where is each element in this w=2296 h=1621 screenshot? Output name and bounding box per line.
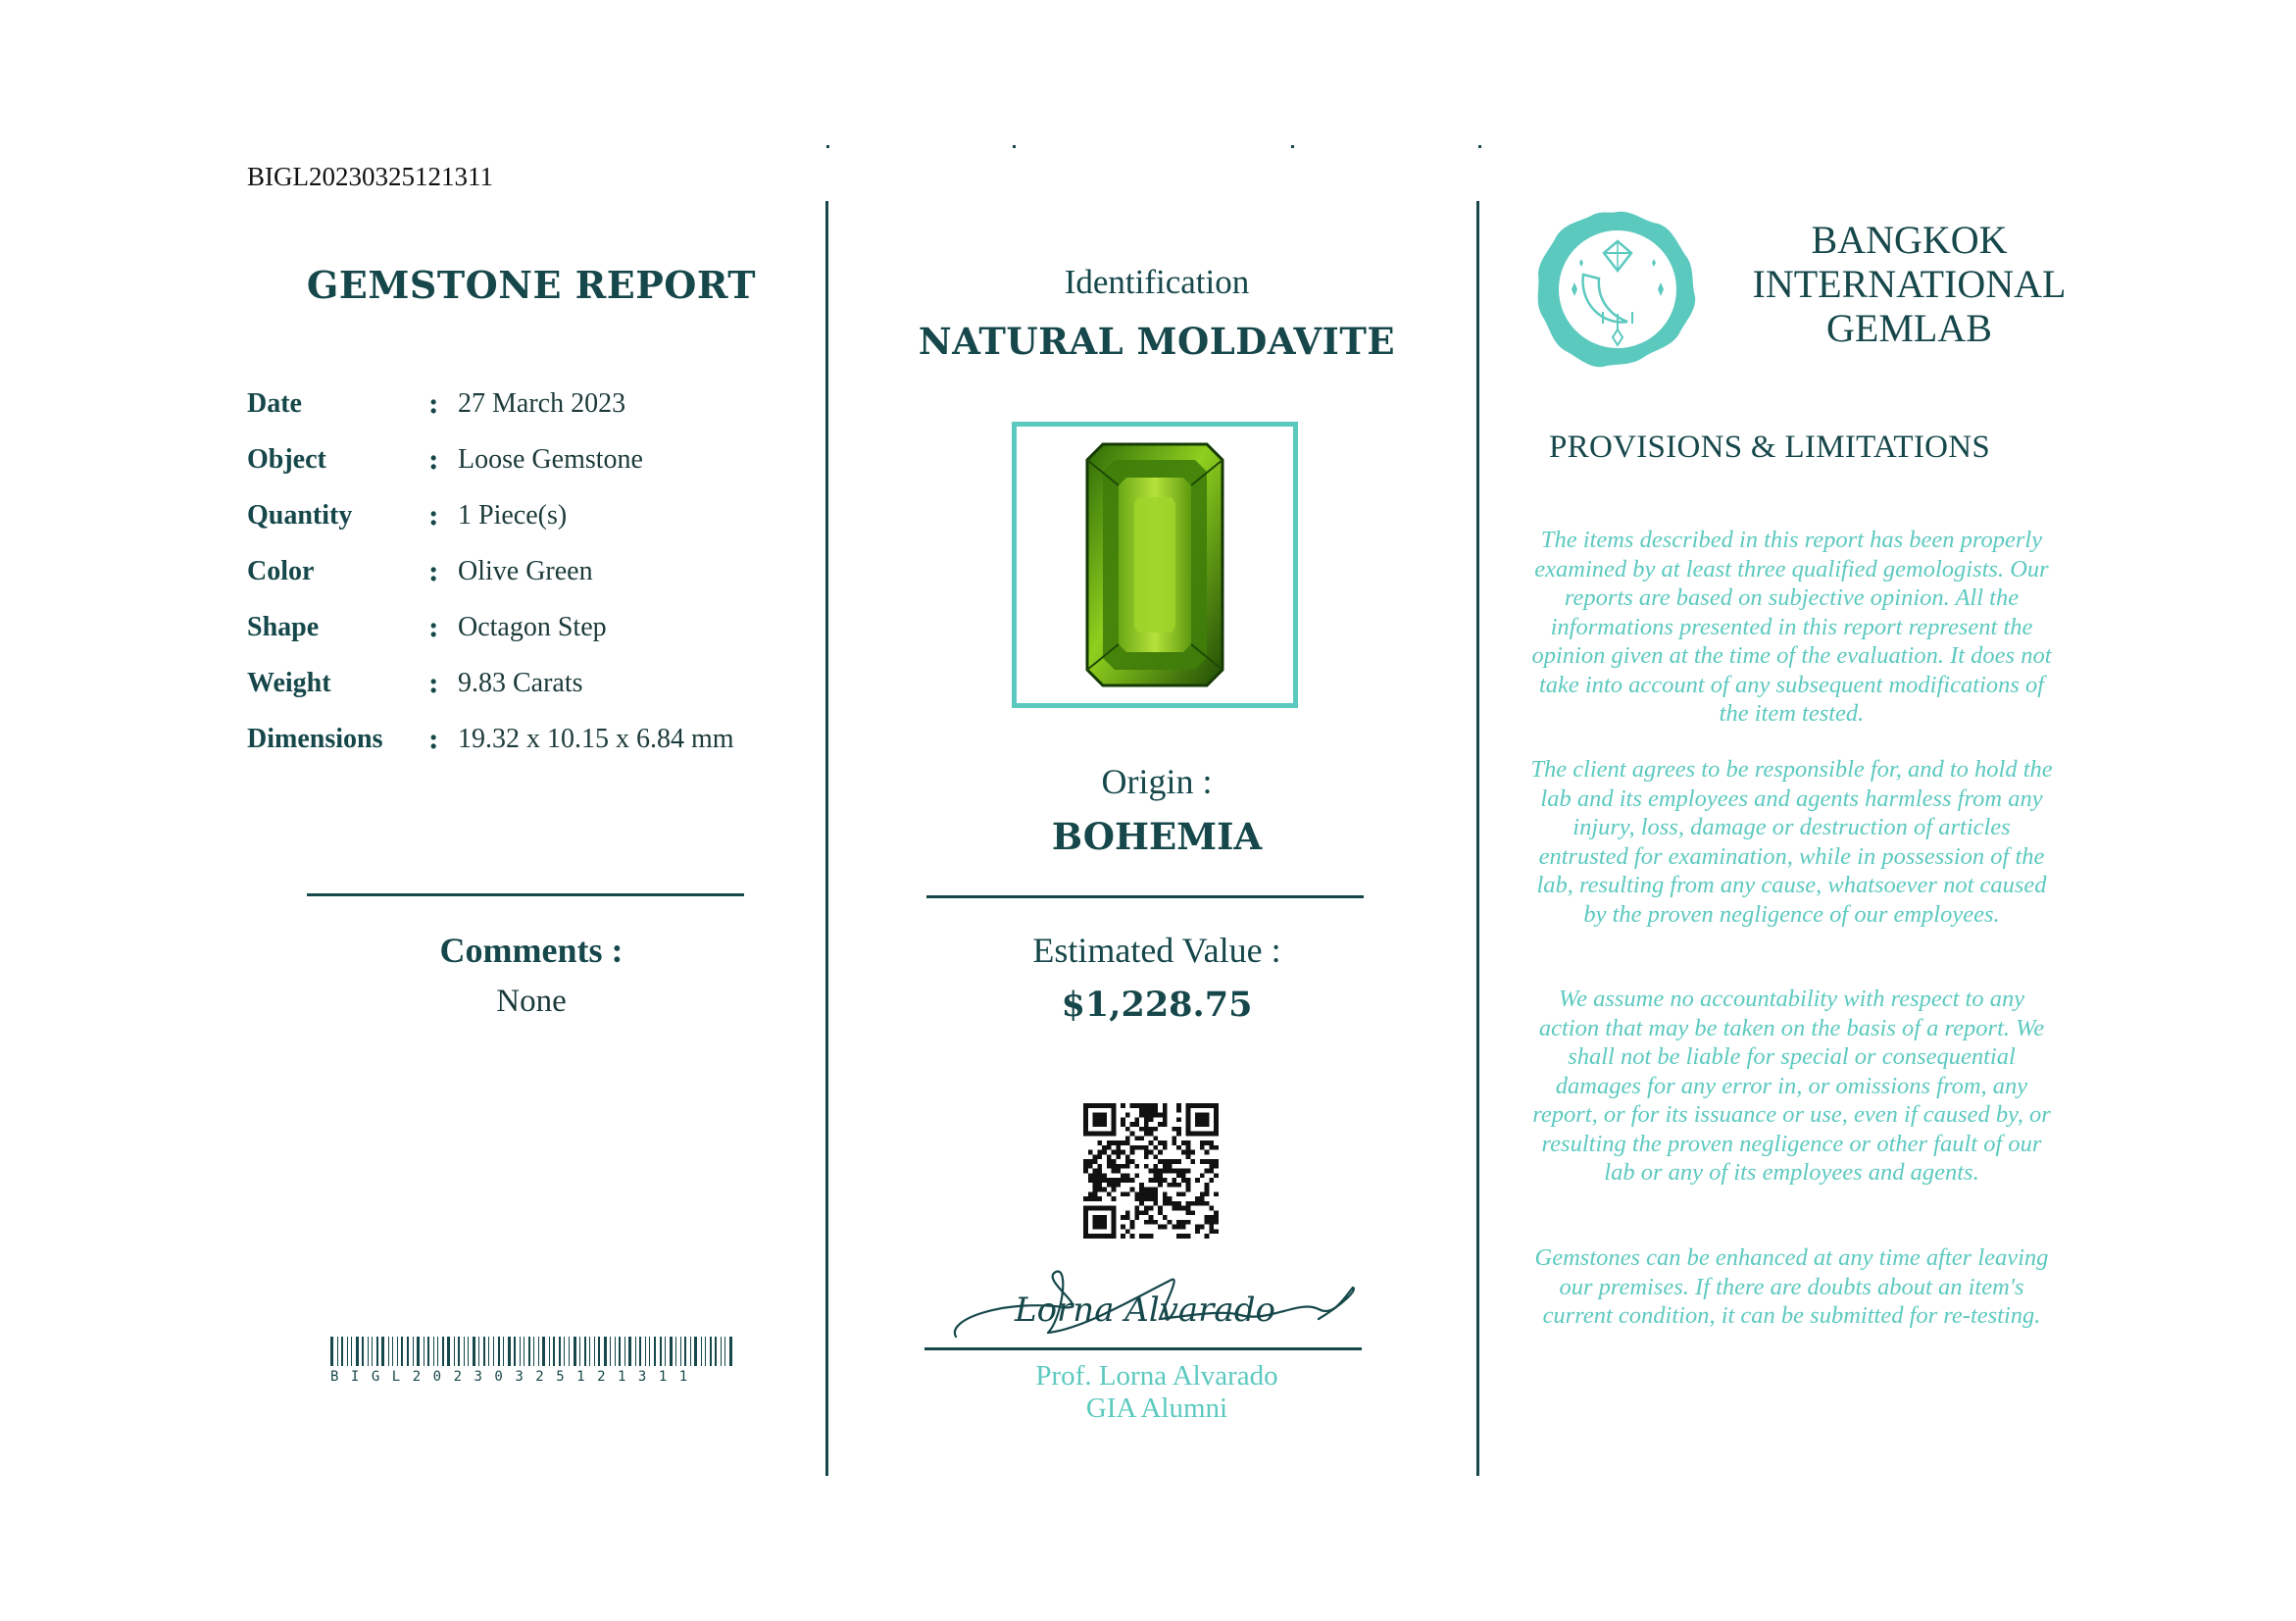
barcode-bar [564,1337,565,1366]
field-label: Date [247,387,302,419]
barcode-bar [639,1337,641,1366]
signature [946,1260,1358,1348]
field-row-shape [247,599,734,655]
barcode-bar [705,1337,706,1366]
barcode-bar [437,1337,438,1366]
estimated-value-label: Estimated Value : [1032,931,1281,970]
barcode-bar [447,1337,450,1366]
lab-name-line: INTERNATIONAL [1752,262,2067,306]
barcode-bar [574,1337,576,1366]
barcode-bar [454,1337,455,1366]
barcode-bar [645,1337,646,1366]
barcode-bar [362,1337,364,1366]
barcode-bar [680,1337,681,1366]
field-row-quantity [247,487,734,543]
barcode-bar [433,1337,434,1366]
qr-code-icon[interactable] [1083,1103,1219,1239]
barcode-bar [427,1337,429,1366]
field-separator: : [428,499,439,532]
barcode-bar [710,1337,712,1366]
barcode-bar [388,1337,389,1366]
field-value: Olive Green [458,555,593,586]
barcode-bar [330,1337,333,1366]
barcode-bar [442,1337,444,1366]
barcode-bar [376,1337,378,1366]
barcode-bar [594,1337,595,1366]
field-label: Color [247,555,315,586]
provisions-title: PROVISIONS & LIMITATIONS [1549,430,1991,465]
barcode-bar [559,1337,561,1366]
barcode-bar [690,1337,691,1366]
column-divider-left [825,201,828,1476]
field-separator: : [428,387,439,420]
barcode-bar [473,1337,475,1366]
field-label: Object [247,443,326,475]
provisions-paragraph: Gemstones can be enhanced at any time after leaving our premises. If there are doubts about an item's current condition, it can be submitted for re-testing. [1534,1244,2049,1329]
provisions-paragraph: The client agrees to be responsible for, and to hold the lab and its employees and agents harmless from any injury, loss, damage or destruction of articles entrusted for examination, while in possession of the lab, resulting from any cause, whatsoever not caused by the proven negligence of our employees. [1530,756,2053,928]
barcode-bar [498,1337,500,1366]
barcode-bar [628,1337,631,1366]
barcode-bar [493,1337,494,1366]
top-dot [826,145,829,148]
signature-script: Lorna Alvarado [1015,1291,1275,1330]
barcode-bar [478,1337,479,1366]
field-row-dimensions [247,711,734,767]
field-value: Loose Gemstone [458,443,643,475]
comments-value: None [496,984,567,1019]
barcode-bar [533,1337,534,1366]
origin-value: BOHEMIA [1051,815,1263,858]
barcode-bar [401,1337,403,1366]
barcode-bar [569,1337,570,1366]
field-separator: : [428,723,439,755]
barcode-bar [381,1337,384,1366]
barcode-bar [549,1337,550,1366]
report-number: BIGL20230325121311 [247,162,493,191]
field-row-color [247,543,734,599]
barcode-bar [520,1337,521,1366]
barcode-bar [488,1337,489,1366]
barcode-bar [615,1337,616,1366]
barcode-bar [337,1337,338,1366]
top-dot [1013,145,1016,148]
barcode-bar [417,1337,420,1366]
barcode-bar [351,1337,352,1366]
field-value: 19.32 x 10.15 x 6.84 mm [458,723,734,754]
field-separator: : [428,555,439,587]
barcode-icon [330,1337,732,1385]
barcode-bar [514,1337,516,1366]
barcode-bar [649,1337,650,1366]
barcode-bar [610,1337,611,1366]
barcode-bar [635,1337,636,1366]
barcode-bar [538,1337,539,1366]
identification-label: Identification [1064,263,1250,301]
barcode-bar [729,1337,732,1366]
barcode-bars [330,1337,732,1366]
crescent-moon-gem-seal-icon [1534,206,1701,373]
top-dot [1478,145,1481,148]
barcode-bar [458,1337,460,1366]
barcode-bar [694,1337,697,1366]
field-label: Weight [247,667,331,698]
estimated-value: $1,228.75 [1061,985,1253,1025]
barcode-bar [624,1337,625,1366]
barcode-bar [464,1337,465,1366]
barcode-bar [598,1337,600,1366]
provisions-paragraph: We assume no accountability with respect to any action that may be taken on the basis of a report. We shall not be liable for special or consequential damages for any error in, or omissions from, any report, or for its issuance or use, even if caused by, or resulting the proven negligence or other fault of our lab or any of its employees and agents. [1532,986,2051,1186]
barcode-bar [670,1337,673,1366]
barcode-bar [604,1337,607,1366]
lab-name-line: BANGKOK [1811,218,2008,262]
report-fields [247,376,734,767]
barcode-bar [397,1337,398,1366]
barcode-bar [701,1337,702,1366]
comments-label: Comments : [439,931,624,970]
barcode-bar [368,1337,369,1366]
report-title: GEMSTONE REPORT [306,263,757,307]
barcode-bar [528,1337,530,1366]
field-label: Shape [247,611,320,642]
barcode-bar [589,1337,590,1366]
barcode-bar [579,1337,580,1366]
field-value: 27 March 2023 [458,387,626,419]
barcode-text: BIGL20230325121311 [330,1369,700,1385]
identification-value: NATURAL MOLDAVITE [918,320,1396,363]
origin-label: Origin : [1101,762,1213,801]
barcode-bar [553,1337,555,1366]
barcode-bar [675,1337,676,1366]
provisions-paragraph: The items described in this report has been properly examined by at least three qualified gemologists. Our reports are based on subjective opinion. All the informations presented in this report represent the opinion given at the time of the evaluation. It does not take into account of any subsequent modifications of the item tested. [1531,527,2052,727]
divider-left [307,893,744,896]
field-row-date [247,376,734,431]
barcode-bar [721,1337,722,1366]
barcode-bar [654,1337,656,1366]
field-value: Octagon Step [458,611,607,642]
lab-name [1735,218,2083,350]
barcode-bar [392,1337,393,1366]
barcode-bar [584,1337,586,1366]
barcode-bar [503,1337,504,1366]
barcode-bar [372,1337,373,1366]
barcode-bar [542,1337,545,1366]
barcode-bar [665,1337,666,1366]
gemstone-image [1017,427,1293,703]
field-separator: : [428,611,439,643]
barcode-bar [483,1337,485,1366]
barcode-bar [724,1337,725,1366]
barcode-bar [356,1337,359,1366]
barcode-bar [468,1337,469,1366]
field-separator: : [428,667,439,699]
field-row-weight [247,655,734,711]
barcode-bar [413,1337,414,1366]
signature-line [924,1347,1362,1350]
signatory-title: GIA Alumni [1085,1393,1228,1424]
barcode-bar [660,1337,662,1366]
barcode-bar [508,1337,511,1366]
field-label: Quantity [247,499,353,531]
barcode-bar [407,1337,409,1366]
field-value: 9.83 Carats [458,667,583,698]
barcode-bar [619,1337,621,1366]
barcode-bar [684,1337,686,1366]
field-label: Dimensions [247,723,383,754]
barcode-bar [341,1337,343,1366]
column-divider-right [1476,201,1479,1476]
top-dot [1291,145,1294,148]
gemstone-photo-frame [1012,422,1298,708]
lab-name-line: GEMLAB [1826,306,1992,350]
field-row-object [247,431,734,487]
field-separator: : [428,443,439,476]
divider-middle [926,895,1364,898]
barcode-bar [347,1337,348,1366]
signatory-name: Prof. Lorna Alvarado [1035,1360,1278,1392]
field-value: 1 Piece(s) [458,499,568,531]
barcode-bar [715,1337,717,1366]
